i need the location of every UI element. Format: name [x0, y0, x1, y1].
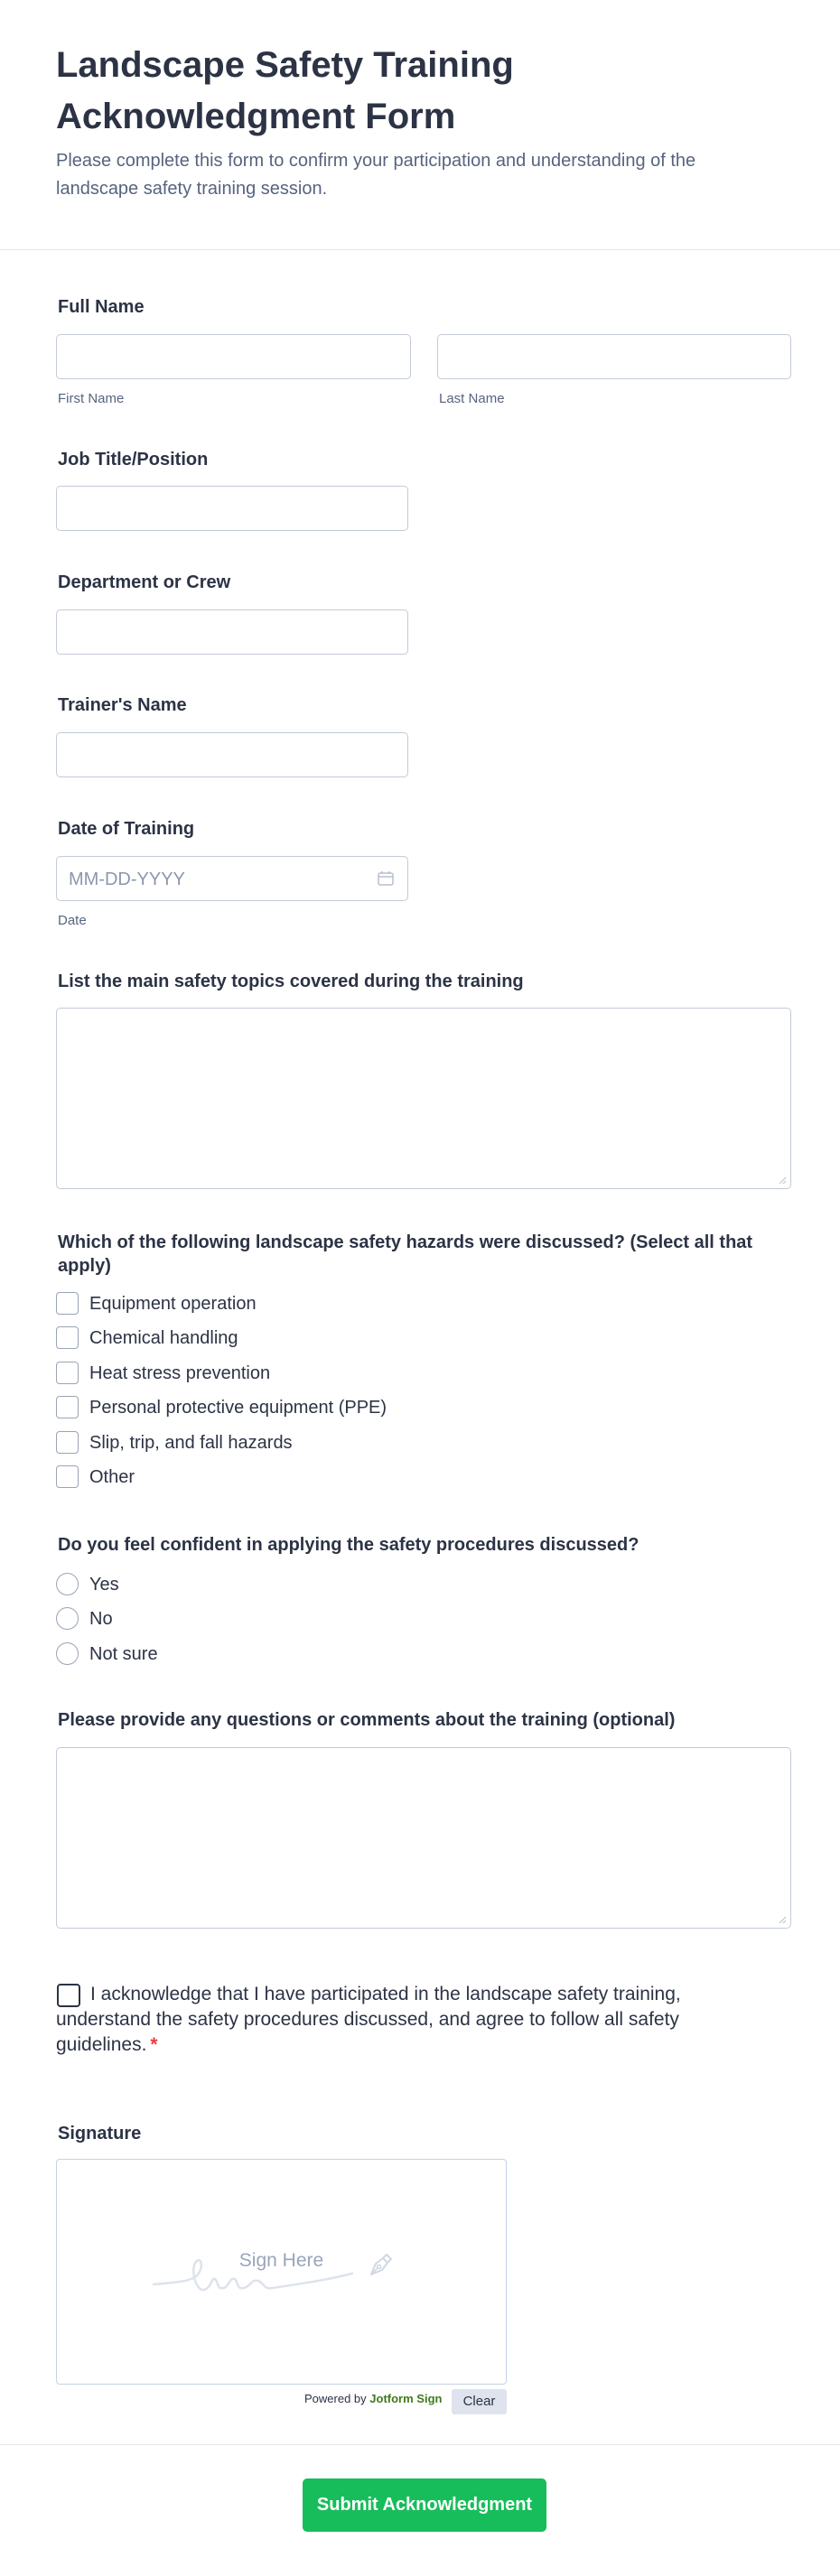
hazard-checkbox[interactable] — [56, 1431, 79, 1454]
department-label: Department or Crew — [58, 572, 231, 592]
job-title-label: Job Title/Position — [58, 450, 209, 470]
hazard-checkbox[interactable] — [56, 1362, 79, 1384]
date-placeholder: MM-DD-YYYY — [69, 870, 185, 889]
full-name-label: Full Name — [58, 297, 145, 317]
hazard-option-label: Heat stress prevention — [89, 1363, 271, 1383]
hazard-checkbox[interactable] — [56, 1465, 79, 1488]
sign-here-text: Sign Here — [238, 2250, 324, 2271]
signature-label: Signature — [58, 2124, 142, 2144]
hazard-option-label: Slip, trip, and fall hazards — [89, 1433, 293, 1453]
jotform-sign-brand[interactable]: Jotform Sign — [369, 2392, 443, 2405]
powered-prefix: Powered by — [304, 2392, 367, 2405]
first-name-sublabel: First Name — [58, 391, 125, 406]
hazard-checkbox[interactable] — [56, 1292, 79, 1315]
hazard-option-label: Other — [89, 1467, 135, 1487]
last-name-sublabel: Last Name — [439, 391, 505, 406]
pen-nib-icon — [368, 2251, 395, 2278]
hazard-checkbox[interactable] — [56, 1326, 79, 1349]
hazards-label: Which of the following landscape safety hazards were discussed? (Select all that apply) — [58, 1232, 753, 1276]
acknowledgment-text — [56, 1982, 706, 2058]
comments-label: Please provide any questions or comments about the training (optional) — [58, 1710, 676, 1730]
topics-label: List the main safety topics covered during the training — [58, 972, 524, 991]
comments-textarea[interactable] — [56, 1747, 791, 1929]
hazard-option-label: Personal protective equipment (PPE) — [89, 1398, 387, 1418]
date-sublabel: Date — [58, 913, 87, 928]
date-input[interactable] — [56, 856, 408, 901]
confidence-label: Do you feel confident in applying the safety procedures discussed? — [58, 1535, 639, 1555]
powered-by — [304, 2392, 442, 2406]
form-description: Please complete this form to confirm your participation and understanding of the landscape safety training session. — [56, 151, 696, 199]
topics-textarea[interactable] — [56, 1008, 791, 1189]
calendar-icon[interactable] — [377, 870, 395, 888]
hazard-checkbox[interactable] — [56, 1396, 79, 1418]
confidence-radio[interactable] — [56, 1573, 79, 1595]
confidence-option-label: Yes — [89, 1575, 119, 1595]
hazard-option-label: Equipment operation — [89, 1294, 257, 1314]
required-mark: * — [150, 2034, 158, 2055]
submit-button[interactable]: Submit Acknowledgment — [303, 2478, 546, 2532]
form-title: Landscape Safety Training Acknowledgment Form — [56, 45, 514, 136]
department-input[interactable] — [56, 609, 408, 655]
resize-handle-icon[interactable] — [778, 1915, 787, 1924]
first-name-input[interactable] — [56, 334, 411, 379]
clear-signature-button[interactable]: Clear — [452, 2389, 507, 2414]
footer-divider — [0, 2444, 840, 2445]
form-header — [0, 0, 840, 250]
signature-pad[interactable] — [56, 2159, 507, 2385]
job-title-input[interactable] — [56, 486, 408, 531]
confidence-radio[interactable] — [56, 1642, 79, 1665]
hazard-option-label: Chemical handling — [89, 1328, 238, 1348]
date-label: Date of Training — [58, 819, 195, 839]
resize-handle-icon[interactable] — [778, 1176, 787, 1185]
confidence-option-label: Not sure — [89, 1644, 158, 1664]
acknowledgment-label: I acknowledge that I have participated in the landscape safety training, understand the safety procedures discussed, and agree to follow all safety guidelines. — [56, 1984, 681, 2055]
last-name-input[interactable] — [437, 334, 791, 379]
confidence-radio[interactable] — [56, 1607, 79, 1630]
confidence-option-label: No — [89, 1609, 113, 1629]
trainer-input[interactable] — [56, 732, 408, 777]
trainer-label: Trainer's Name — [58, 695, 187, 715]
